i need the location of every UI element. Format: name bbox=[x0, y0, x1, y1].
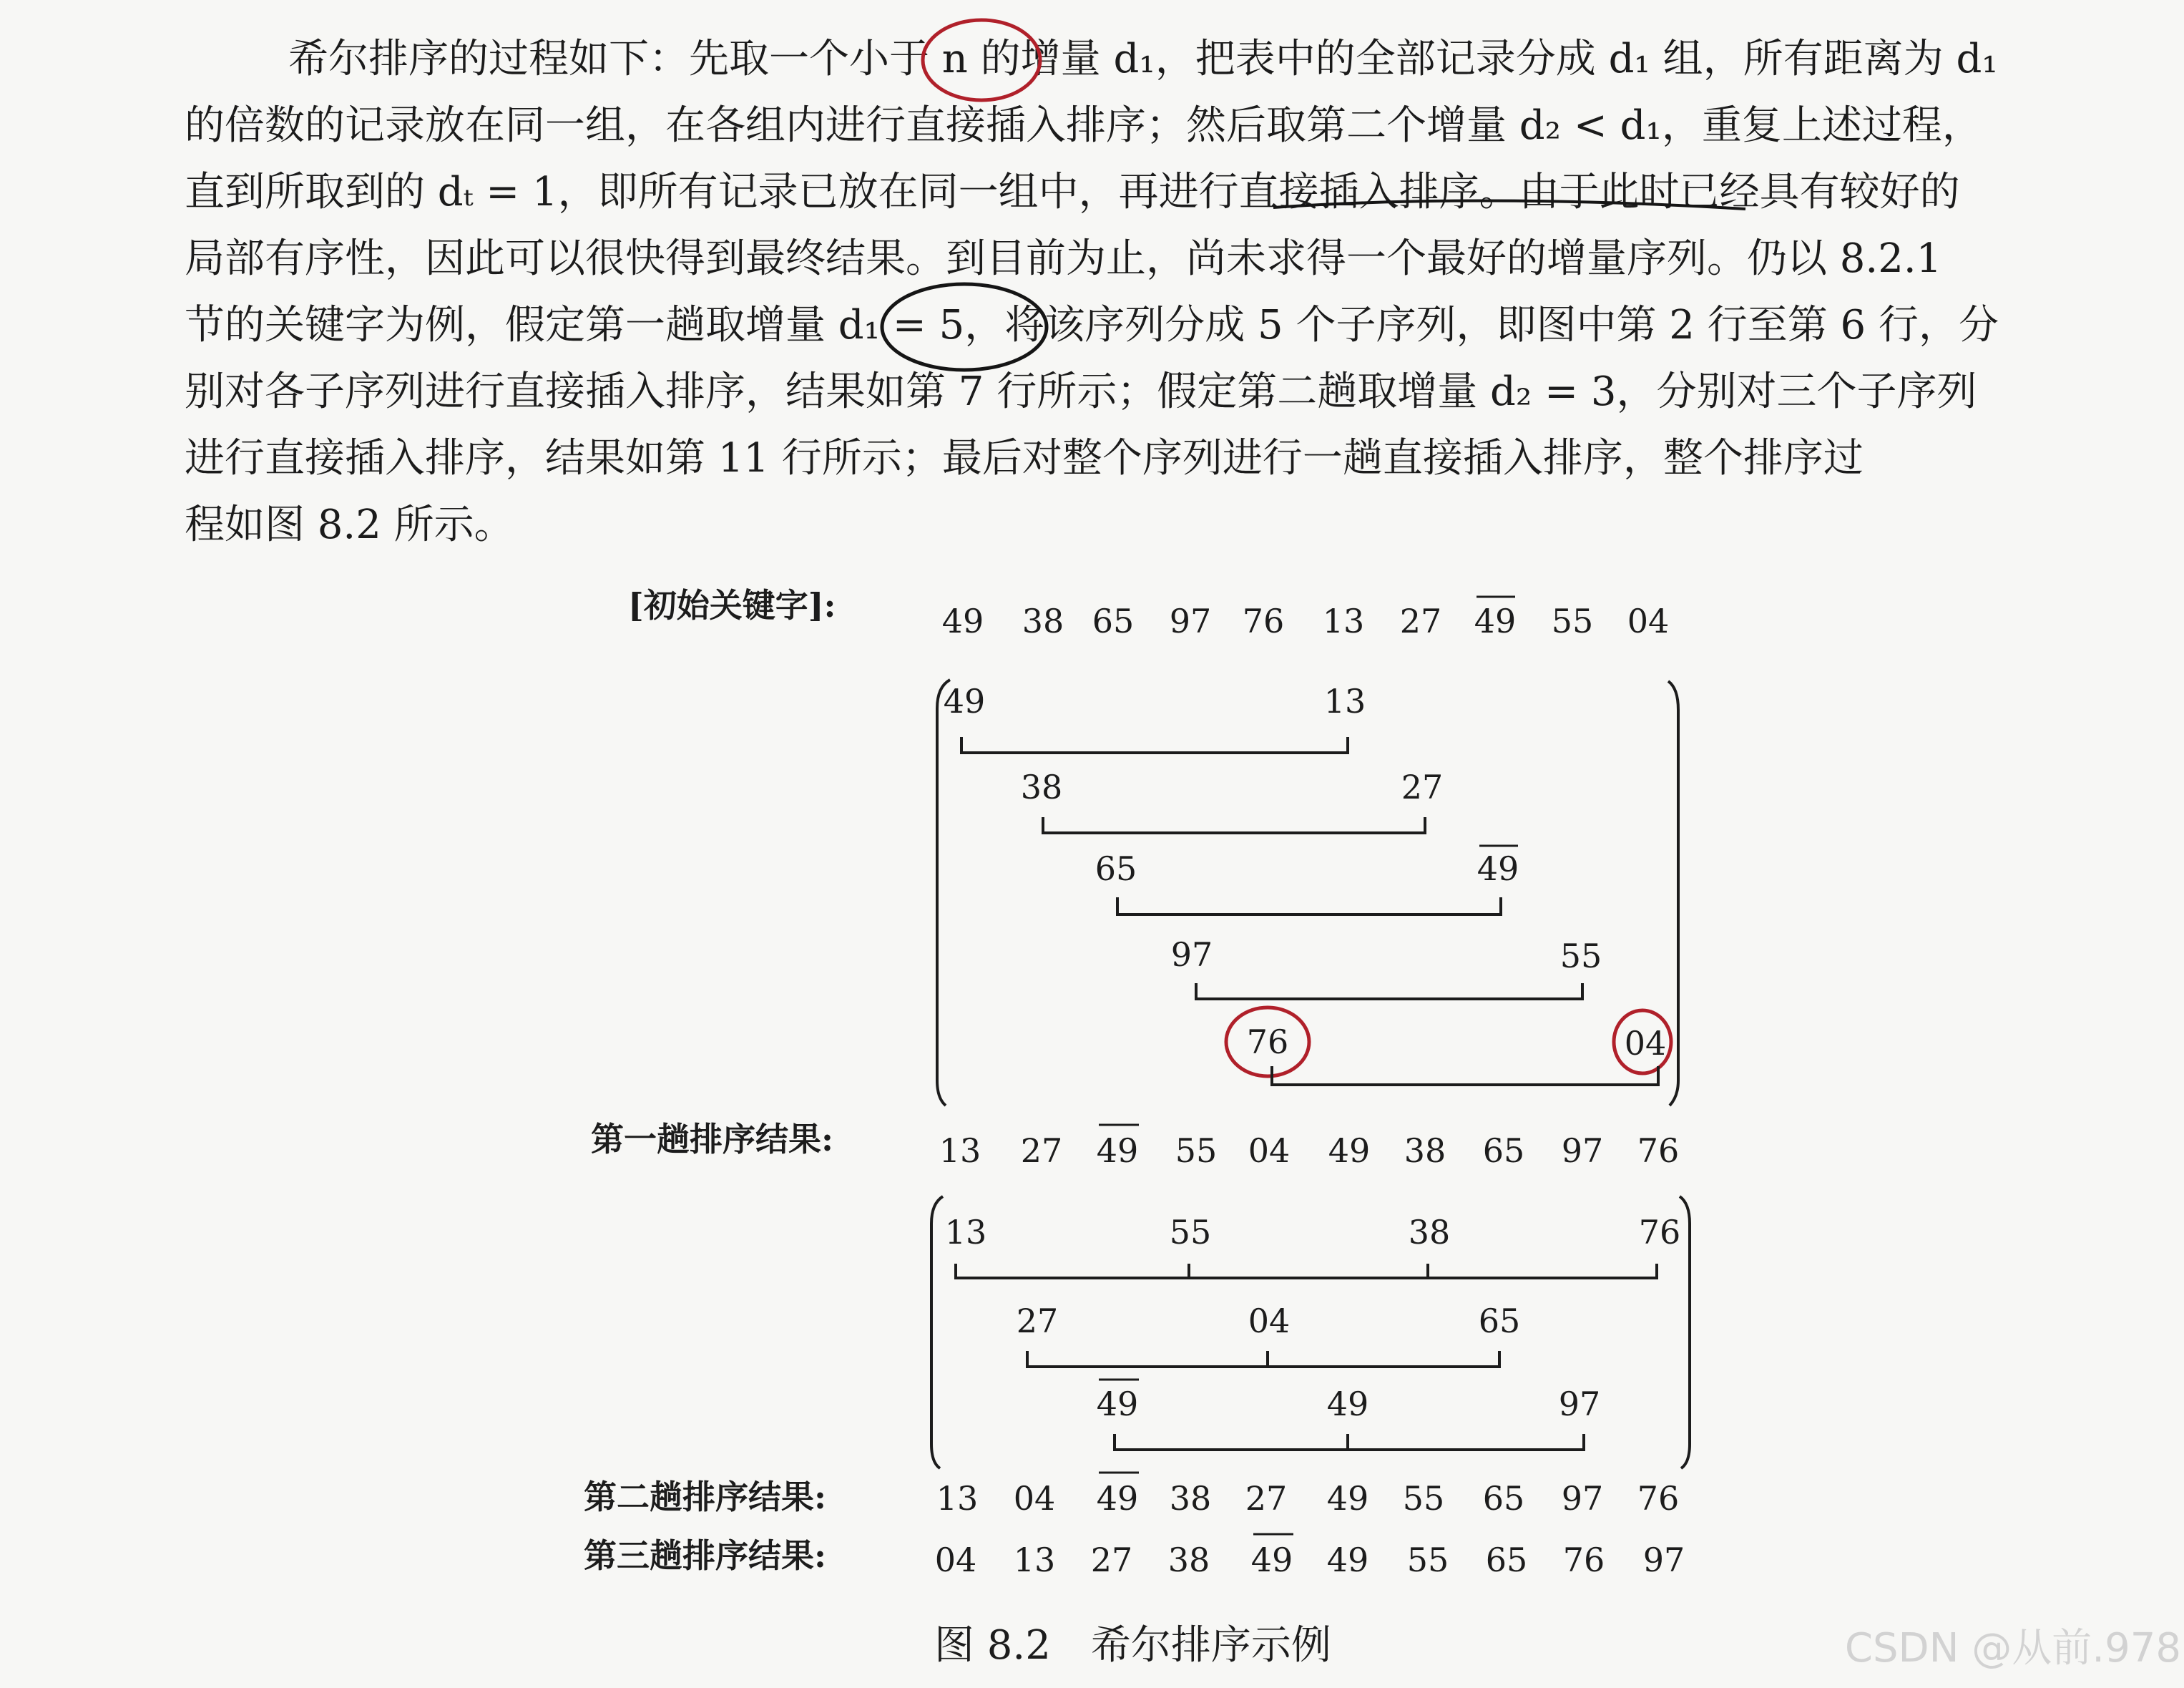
key: 04 bbox=[1627, 602, 1670, 640]
annotation-circle bbox=[882, 284, 1047, 370]
key: 27 bbox=[1401, 768, 1444, 806]
key: 55 bbox=[1551, 602, 1594, 640]
key: 49 bbox=[1477, 849, 1519, 888]
key: 76 bbox=[1246, 1023, 1289, 1061]
key: 13 bbox=[939, 1131, 981, 1170]
right-bracket bbox=[1680, 1196, 1690, 1468]
key: 13 bbox=[944, 1213, 987, 1252]
key: 55 bbox=[1559, 937, 1602, 975]
key: 76 bbox=[1562, 1541, 1605, 1579]
group-connector bbox=[1115, 1434, 1584, 1450]
key: 65 bbox=[1095, 849, 1137, 888]
label-initial-keys: [初始关键字]: bbox=[628, 586, 836, 625]
key: 55 bbox=[1175, 1131, 1218, 1170]
pass2-group bbox=[1097, 1380, 1601, 1450]
label-pass2-result: 第二趟排序结果: bbox=[584, 1478, 826, 1516]
annotation-underline bbox=[1273, 200, 1745, 209]
paragraph-line: 局部有序性，因此可以很快得到最终结果。到目前为止，尚未求得一个最好的增量序列。仍以 8.2.1 bbox=[185, 235, 1942, 282]
figure-caption: 图 8.2 希尔排序示例 bbox=[934, 1622, 1331, 1669]
key: 97 bbox=[1561, 1131, 1604, 1170]
key: 65 bbox=[1092, 602, 1135, 640]
pass1-group bbox=[1171, 935, 1602, 999]
pass2-group bbox=[1017, 1302, 1521, 1367]
key: 04 bbox=[1624, 1024, 1667, 1063]
pen-annotations bbox=[882, 20, 1745, 1076]
paragraph-line: 节的关键字为例，假定第一趟取增量 d₁ = 5，将该序列分成 5 个子序列，即图中第 2 行至第 6 行，分 bbox=[185, 302, 1999, 348]
group-connector bbox=[1117, 897, 1501, 914]
key: 38 bbox=[1169, 1479, 1212, 1518]
key: 97 bbox=[1169, 602, 1212, 640]
key: 49 bbox=[1326, 1385, 1369, 1423]
key: 49 bbox=[943, 682, 986, 721]
pass1-group bbox=[1247, 1023, 1667, 1085]
paragraph-line: 直到所取到的 dₜ = 1，即所有记录已放在同一组中，再进行直接插入排序。由于此时已经具有较好的 bbox=[185, 169, 1960, 215]
label-pass1-result: 第一趟排序结果: bbox=[591, 1120, 833, 1158]
paragraph-line: 希尔排序的过程如下：先取一个小于 n 的增量 d₁，把表中的全部记录分成 d₁ 组，所有距离为 d₁ bbox=[288, 36, 1998, 82]
paragraph-line: 进行直接插入排序，结果如第 11 行所示；最后对整个序列进行一趟直接插入排序，整个排序过 bbox=[185, 435, 1864, 482]
group-connector bbox=[1027, 1351, 1499, 1367]
paragraph-line: 的倍数的记录放在同一组，在各组内进行直接插入排序；然后取第二个增量 d₂ < d₁，重复上述过程， bbox=[185, 102, 1982, 149]
pass1-group bbox=[1021, 768, 1444, 833]
pass1-group bbox=[944, 682, 1366, 753]
key: 38 bbox=[1408, 1213, 1451, 1252]
left-bracket bbox=[931, 1196, 943, 1468]
pass2-group bbox=[945, 1213, 1681, 1278]
key: 04 bbox=[1248, 1302, 1291, 1340]
group-connector bbox=[961, 737, 1348, 753]
key: 97 bbox=[1561, 1479, 1604, 1518]
key: 27 bbox=[1090, 1541, 1133, 1579]
group-connector bbox=[1196, 983, 1582, 999]
key: 38 bbox=[1167, 1541, 1210, 1579]
key: 13 bbox=[1322, 602, 1365, 640]
key: 49 bbox=[1474, 602, 1517, 640]
key: 55 bbox=[1169, 1213, 1212, 1252]
paragraph-line: 别对各子序列进行直接插入排序，结果如第 7 行所示；假定第二趟取增量 d₂ = 3，分别对三个子序列 bbox=[185, 369, 1977, 415]
key: 55 bbox=[1406, 1541, 1449, 1579]
key: 49 bbox=[941, 602, 984, 640]
pass3-result-row bbox=[935, 1534, 1685, 1579]
group-connector bbox=[1272, 1066, 1658, 1085]
key: 38 bbox=[1020, 768, 1063, 806]
initial-keys-row bbox=[942, 597, 1670, 640]
watermark: CSDN @从前.978 bbox=[1844, 1625, 2181, 1672]
key: 76 bbox=[1242, 602, 1285, 640]
pass2-result-row bbox=[936, 1473, 1680, 1518]
label-pass3-result: 第三趟排序结果: bbox=[584, 1536, 826, 1575]
annotation-circle bbox=[923, 20, 1040, 100]
key: 65 bbox=[1485, 1541, 1528, 1579]
group-connector bbox=[956, 1264, 1657, 1278]
key: 27 bbox=[1245, 1479, 1288, 1518]
key: 13 bbox=[936, 1479, 979, 1518]
group-connector bbox=[1043, 817, 1425, 833]
pass1-group bbox=[1095, 846, 1519, 914]
key: 76 bbox=[1638, 1213, 1681, 1252]
key: 04 bbox=[1013, 1479, 1056, 1518]
key: 97 bbox=[1170, 935, 1213, 974]
key: 04 bbox=[1248, 1131, 1291, 1170]
key: 49 bbox=[1096, 1131, 1139, 1170]
key: 76 bbox=[1637, 1131, 1680, 1170]
key: 76 bbox=[1637, 1479, 1680, 1518]
key: 49 bbox=[1250, 1541, 1293, 1579]
key: 27 bbox=[1399, 602, 1442, 640]
key: 49 bbox=[1326, 1479, 1369, 1518]
key: 13 bbox=[1323, 682, 1366, 721]
key: 38 bbox=[1404, 1131, 1446, 1170]
key: 49 bbox=[1096, 1479, 1139, 1518]
key: 65 bbox=[1482, 1479, 1525, 1518]
key: 97 bbox=[1642, 1541, 1685, 1579]
key: 13 bbox=[1013, 1541, 1056, 1579]
key: 49 bbox=[1328, 1131, 1371, 1170]
key: 55 bbox=[1402, 1479, 1445, 1518]
key: 27 bbox=[1016, 1302, 1059, 1340]
key: 04 bbox=[934, 1541, 977, 1579]
key: 49 bbox=[1326, 1541, 1369, 1579]
key: 65 bbox=[1482, 1131, 1525, 1170]
key: 27 bbox=[1020, 1131, 1063, 1170]
key: 49 bbox=[1096, 1385, 1139, 1423]
key: 65 bbox=[1478, 1302, 1521, 1340]
left-bracket bbox=[937, 680, 950, 1106]
pass1-result-row bbox=[939, 1125, 1680, 1170]
key: 97 bbox=[1558, 1385, 1601, 1423]
paragraph-line: 程如图 8.2 所示。 bbox=[185, 502, 514, 548]
key: 38 bbox=[1022, 602, 1064, 640]
